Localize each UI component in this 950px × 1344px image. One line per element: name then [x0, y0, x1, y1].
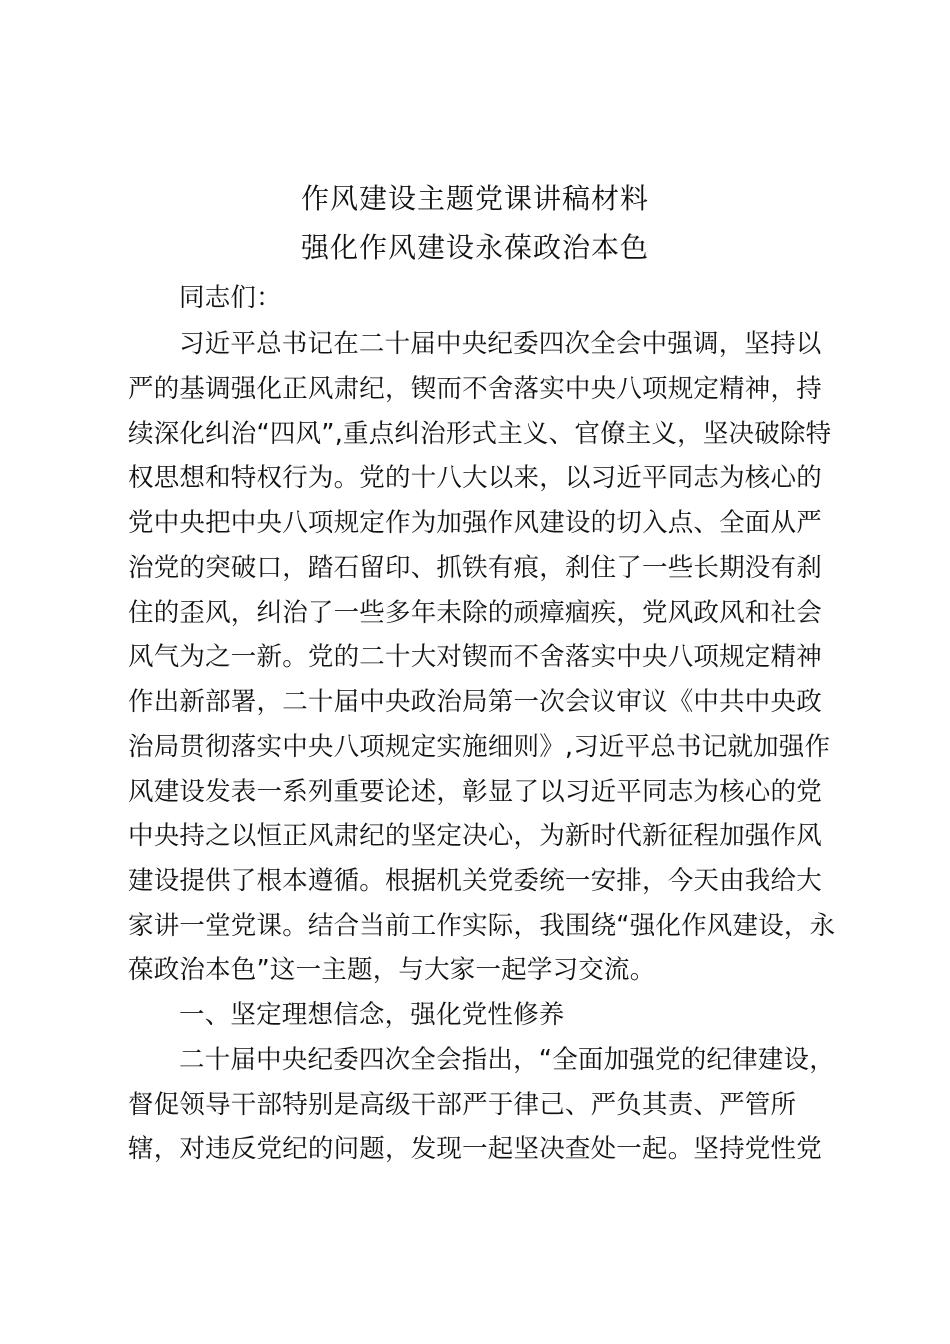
body-line: 续深化纠治“四风”,重点纠治形式主义、官僚主义，坚决破除特	[128, 419, 832, 449]
document-subtitle: 强化作风建设永葆政治本色	[300, 231, 649, 264]
body-line: 权思想和特权行为。党的十八大以来，以习近平同志为核心的	[128, 463, 822, 493]
salutation: 同志们：	[179, 283, 282, 313]
body-line: 党中央把中央八项规定作为加强作风建设的切入点、全面从严	[128, 508, 822, 538]
body-line: 作出新部署，二十届中央政治局第一次会议审议《中共中央政	[128, 687, 822, 717]
body-line: 住的歪风，纠治了一些多年未除的顽瘴痼疾，党风政风和社会	[128, 598, 822, 628]
body-line: 治党的突破口，踏石留印、抓铁有痕，刹住了一些长期没有刹	[128, 553, 822, 583]
body-line: 辖，对违反党纪的问题，发现一起坚决查处一起。坚持党性党	[128, 1134, 822, 1164]
body-line: 督促领导干部特别是高级干部严于律己、严负其责、严管所	[128, 1090, 797, 1120]
body-line: 严的基调强化正风肃纪，锲而不舍落实中央八项规定精神，持	[128, 374, 822, 404]
body-line: 葆政治本色”这一主题，与大家一起学习交流。	[128, 955, 656, 985]
body-line: 习近平总书记在二十届中央纪委四次全会中强调，坚持以	[179, 329, 822, 359]
body-line: 风气为之一新。党的二十大对锲而不舍落实中央八项规定精神	[128, 642, 822, 672]
body-line: 风建设发表一系列重要论述，彰显了以习近平同志为核心的党	[128, 777, 822, 807]
body-line: 治局贯彻落实中央八项规定实施细则》,习近平总书记就加强作	[128, 732, 831, 762]
body-line: 二十届中央纪委四次全会指出，“全面加强党的纪律建设，	[179, 1045, 835, 1075]
body-line: 建设提供了根本遵循。根据机关党委统一安排，今天由我给大	[128, 866, 822, 896]
body-line: 家讲一堂党课。结合当前工作实际，我围绕“强化作风建设，永	[128, 911, 836, 941]
document-title: 作风建设主题党课讲稿材料	[300, 182, 649, 215]
section-heading: 一、坚定理想信念，强化党性修养	[179, 1000, 565, 1030]
body-line: 中央持之以恒正风肃纪的坚定决心，为新时代新征程加强作风	[128, 821, 822, 851]
